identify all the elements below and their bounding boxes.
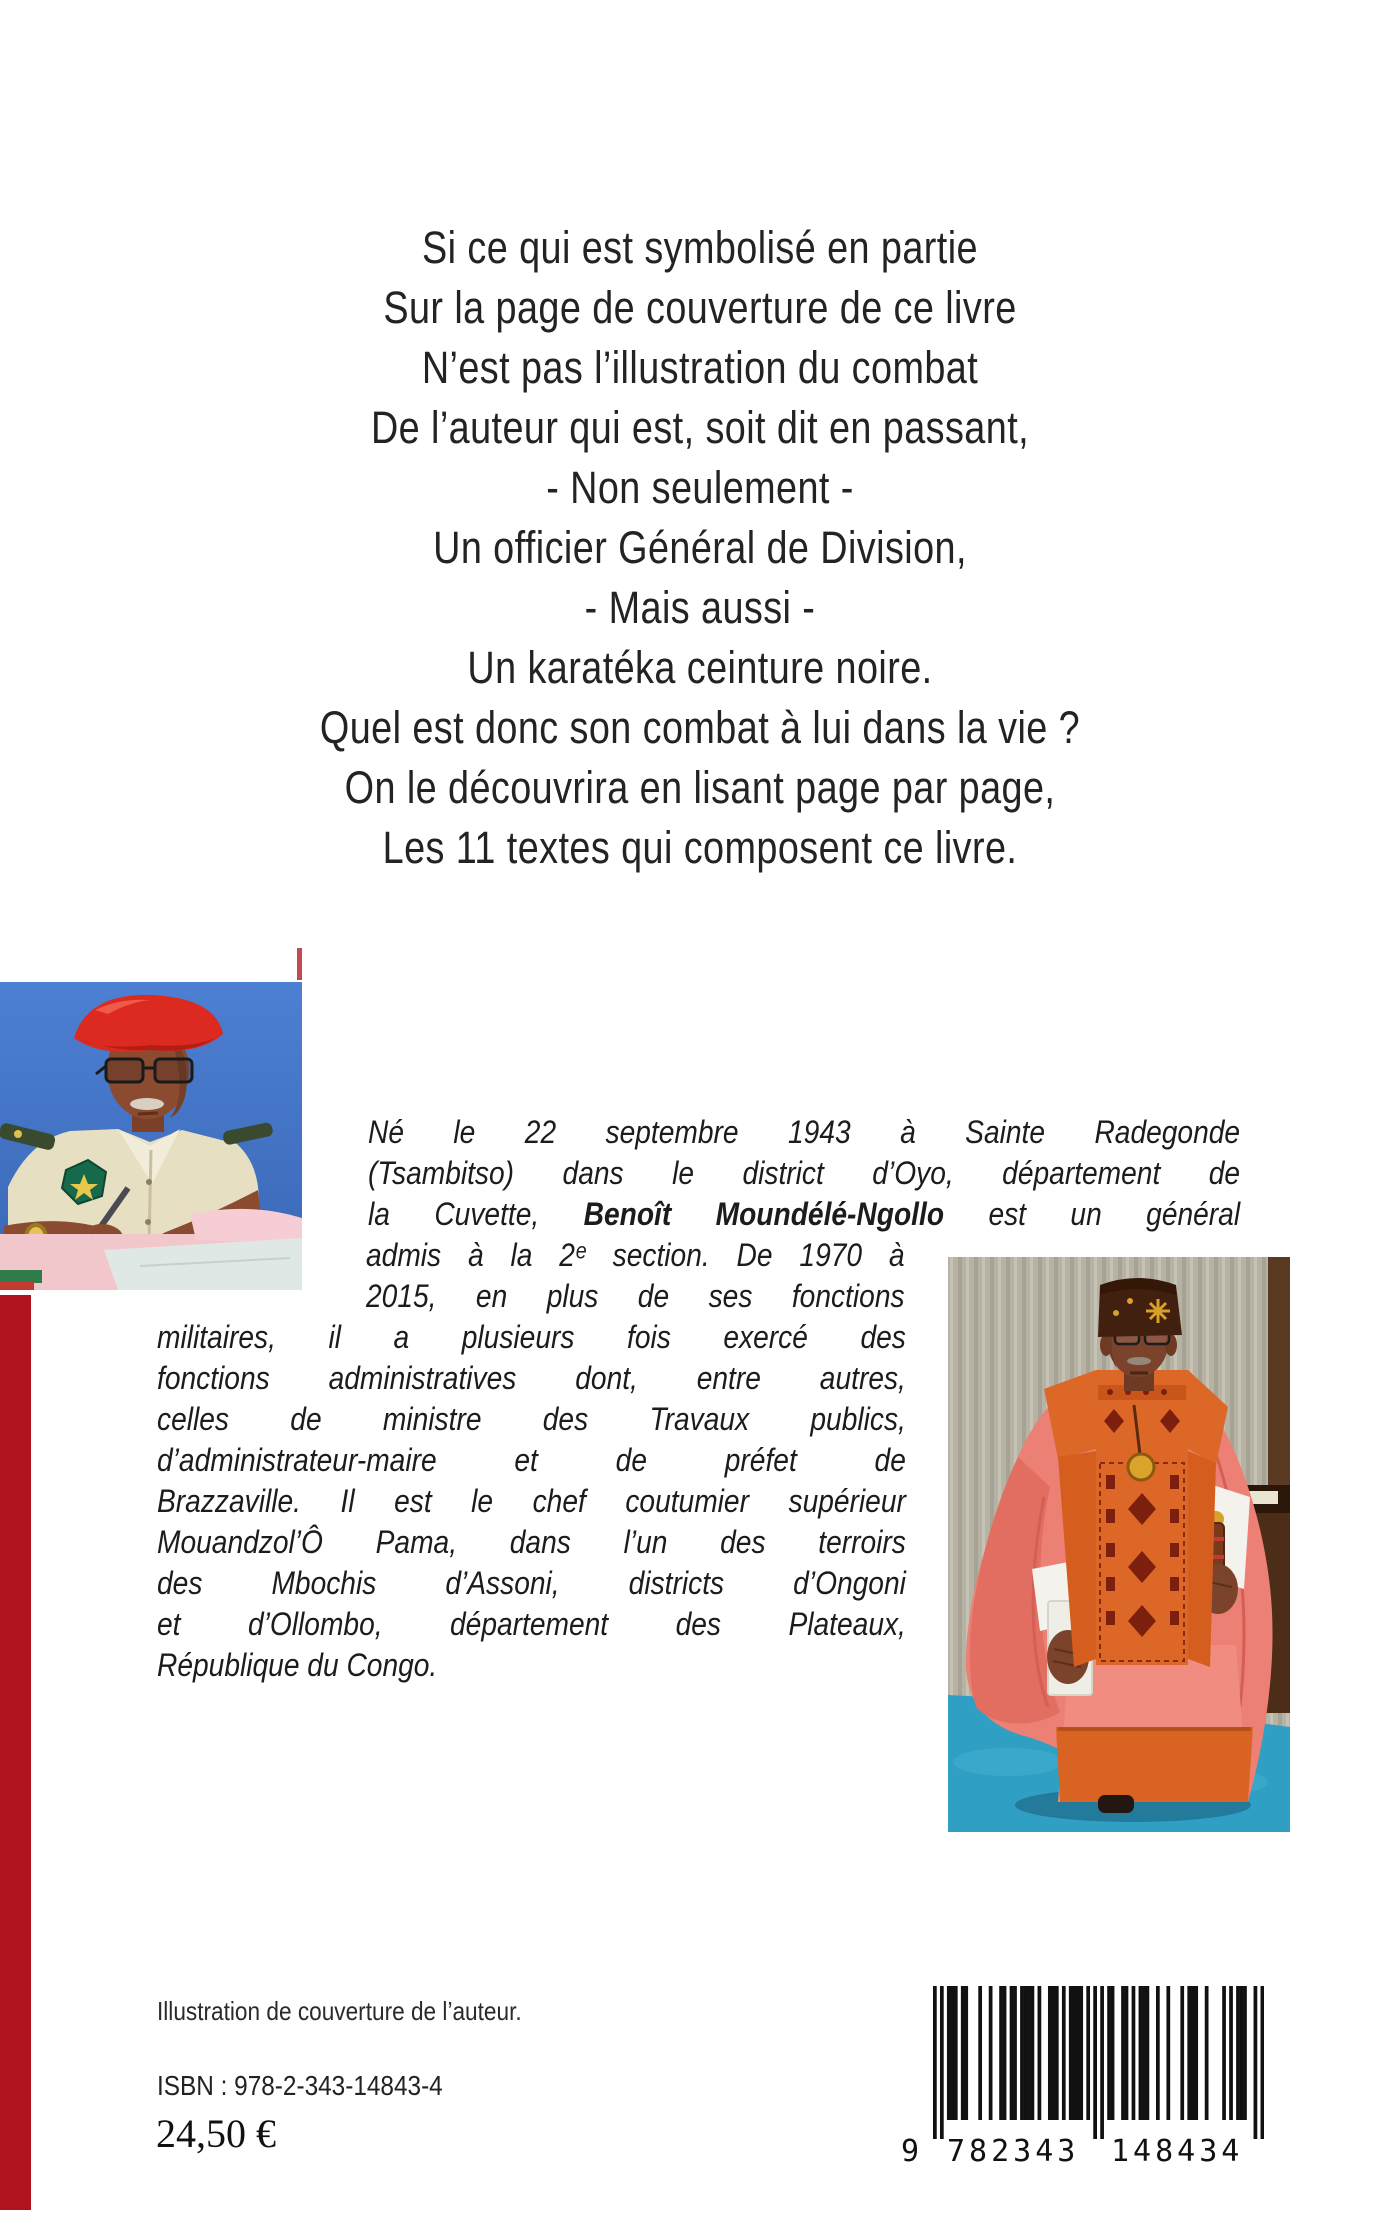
bio-line: et d’Ollombo, département des Plateaux, bbox=[157, 1606, 906, 1642]
poem-line: De l’auteur qui est, soit dit en passant, bbox=[370, 402, 1030, 453]
price-label: 24,50 € bbox=[156, 2111, 276, 2156]
poem-line: Les 11 textes qui composent ce livre. bbox=[382, 822, 1018, 873]
poem-line: Quel est donc son combat à lui dans la vie ? bbox=[319, 702, 1081, 753]
poem-line: Un officier Général de Division, bbox=[433, 522, 967, 573]
bio-line: fonctions administratives dont, entre autres, bbox=[157, 1360, 906, 1396]
isbn-label: ISBN : 978-2-343-14843-4 bbox=[157, 2070, 443, 2101]
red-spine-stripe bbox=[0, 1295, 31, 2210]
bio-line: Brazzaville. Il est le chef coutumier supérieur bbox=[157, 1483, 906, 1519]
red-tick-rule bbox=[297, 948, 302, 980]
ean13-barcode bbox=[901, 1986, 1264, 2176]
poem-line: On le découvrira en lisant page par page, bbox=[344, 762, 1056, 813]
author-name: Benoît Moundélé-Ngollo bbox=[583, 1196, 945, 1232]
author-ceremonial-photo bbox=[948, 1257, 1290, 1832]
author-writing-photo bbox=[0, 982, 302, 1290]
bio-line: République du Congo. bbox=[157, 1647, 438, 1683]
bio-line: d’administrateur-maire et de préfet de bbox=[157, 1442, 906, 1478]
bio-line: militaires, il a plusieurs fois exercé des bbox=[157, 1319, 906, 1355]
poem-line: - Non seulement - bbox=[546, 462, 854, 513]
poem-line: Si ce qui est symbolisé en partie bbox=[422, 222, 978, 273]
poem-line: N’est pas l’illustration du combat bbox=[421, 342, 979, 393]
bio-line: admis à la 2ᵉ section. De 1970 à bbox=[366, 1237, 905, 1273]
barcode-digits bbox=[901, 2134, 1264, 2170]
poem-block bbox=[118, 218, 1282, 878]
author-ceremonial-illustration bbox=[948, 1257, 1290, 1832]
poem-line: Un karatéka ceinture noire. bbox=[467, 642, 933, 693]
illustration-credit: Illustration de couverture de l’auteur. bbox=[157, 1996, 522, 2026]
bio-line: Né le 22 septembre 1943 à Sainte Radegonde bbox=[368, 1114, 1241, 1150]
barcode-digit-first: 9 bbox=[901, 2134, 920, 2169]
barcode-digits-left: 782343 bbox=[947, 2134, 1080, 2169]
barcode-digits-right: 148434 bbox=[1111, 2134, 1244, 2169]
poem-line: Sur la page de couverture de ce livre bbox=[383, 282, 1017, 333]
bio-line: des Mbochis d’Assoni, districts d’Ongoni bbox=[157, 1565, 906, 1601]
bio-text: la Cuvette, bbox=[368, 1196, 584, 1232]
bio-line: Mouandzol’Ô Pama, dans l’un des terroirs bbox=[157, 1524, 906, 1560]
bio-line bbox=[368, 1194, 1240, 1235]
bio-line: 2015, en plus de ses fonctions bbox=[366, 1278, 905, 1314]
author-writing-illustration bbox=[0, 982, 302, 1290]
bio-line: (Tsambitso) dans le district d’Oyo, département de bbox=[368, 1155, 1241, 1191]
bio-text: est un général bbox=[944, 1196, 1241, 1232]
poem-line: - Mais aussi - bbox=[584, 582, 816, 633]
barcode-bars bbox=[933, 1986, 1264, 2141]
bio-line: celles de ministre des Travaux publics, bbox=[157, 1401, 906, 1437]
